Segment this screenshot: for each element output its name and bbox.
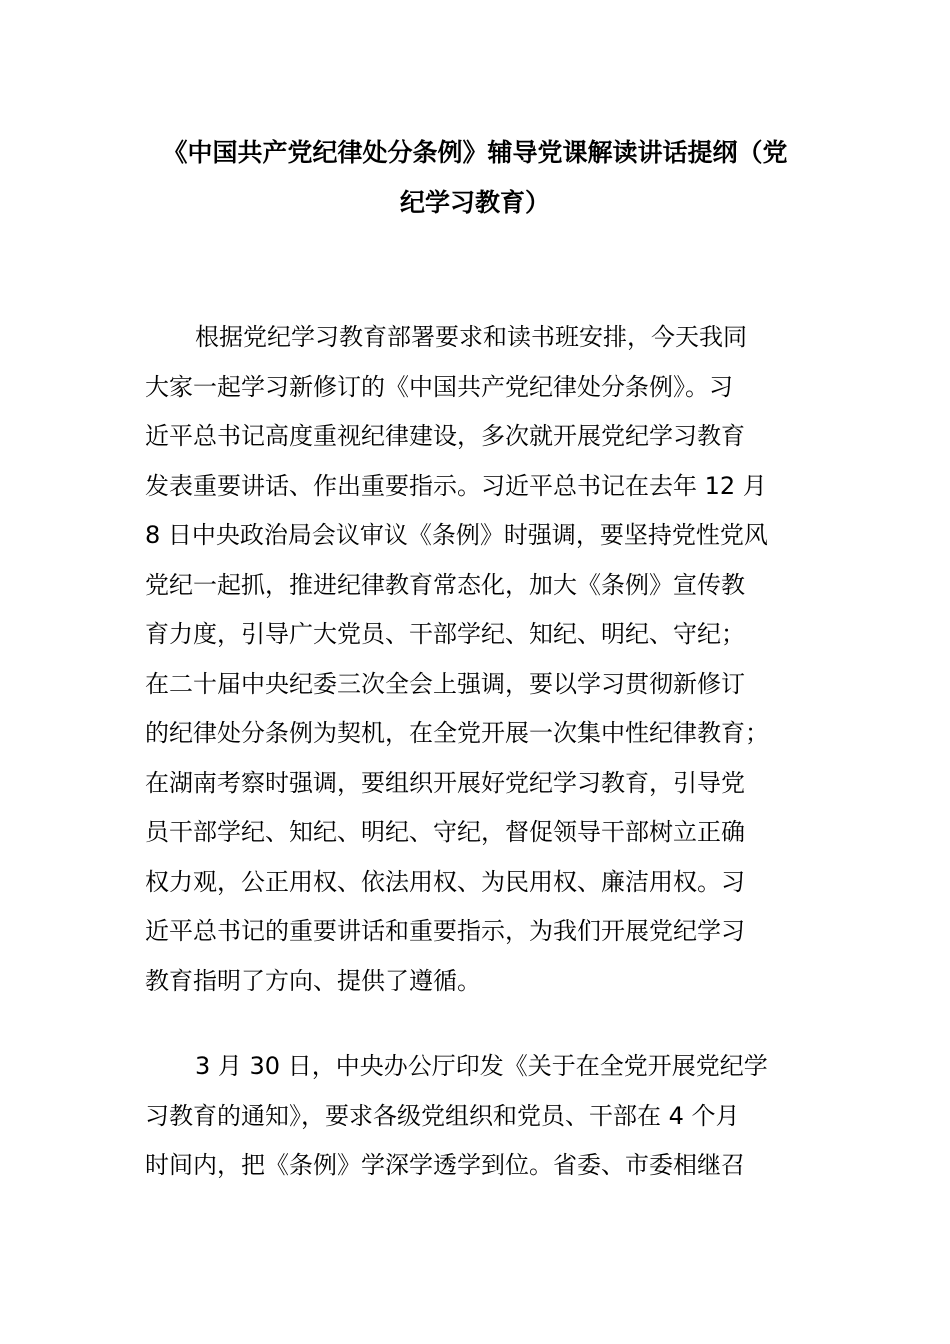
paragraph-line: 的纪律处分条例为契机，在全党开展一次集中性纪律教育；: [145, 719, 769, 747]
paragraph-line: 发表重要讲话、作出重要指示。习近平总书记在去年 12 月: [145, 471, 767, 500]
paragraph-1: [145, 313, 815, 1006]
title-line-1: 《中国共产党纪律处分条例》辅导党课解读讲话提纲（党: [162, 138, 788, 167]
paragraph-line: 员干部学纪、知纪、明纪、守纪，督促领导干部树立正确: [145, 818, 745, 846]
title-line-2: 纪学习教育）: [399, 188, 550, 217]
paragraph-line: 大家一起学习新修订的《中国共产党纪律处分条例》。习: [145, 372, 733, 401]
document-title: [130, 128, 820, 228]
paragraph-line: 根据党纪学习教育部署要求和读书班安排，今天我同: [195, 323, 747, 351]
paragraph-line: 在二十届中央纪委三次全会上强调，要以学习贯彻新修订: [145, 669, 745, 698]
paragraph-line: 教育指明了方向、提供了遵循。: [145, 966, 481, 995]
paragraph-line: 权力观，公正用权、依法用权、为民用权、廉洁用权。习: [145, 867, 745, 896]
paragraph-line: 习教育的通知》，要求各级党组织和党员、干部在 4 个月: [145, 1101, 740, 1130]
paragraph-line: 时间内，把《条例》学深学透学到位。省委、市委相继召: [145, 1151, 745, 1179]
paragraph-line: 党纪一起抓，推进纪律教育常态化，加大《条例》宣传教: [145, 570, 745, 599]
paragraph-line: 在湖南考察时强调，要组织开展好党纪学习教育，引导党: [145, 768, 745, 797]
paragraph-2: [145, 1042, 815, 1191]
paragraph-line: 8 日中央政治局会议审议《条例》时强调，要坚持党性党风: [145, 521, 768, 549]
paragraph-line: 育力度，引导广大党员、干部学纪、知纪、明纪、守纪；: [145, 620, 745, 648]
paragraph-line: 近平总书记的重要讲话和重要指示，为我们开展党纪学习: [145, 917, 745, 945]
paragraph-line: 近平总书记高度重视纪律建设，多次就开展党纪学习教育: [145, 422, 745, 450]
paragraph-line: 3 月 30 日，中央办公厅印发《关于在全党开展党纪学: [195, 1052, 768, 1080]
